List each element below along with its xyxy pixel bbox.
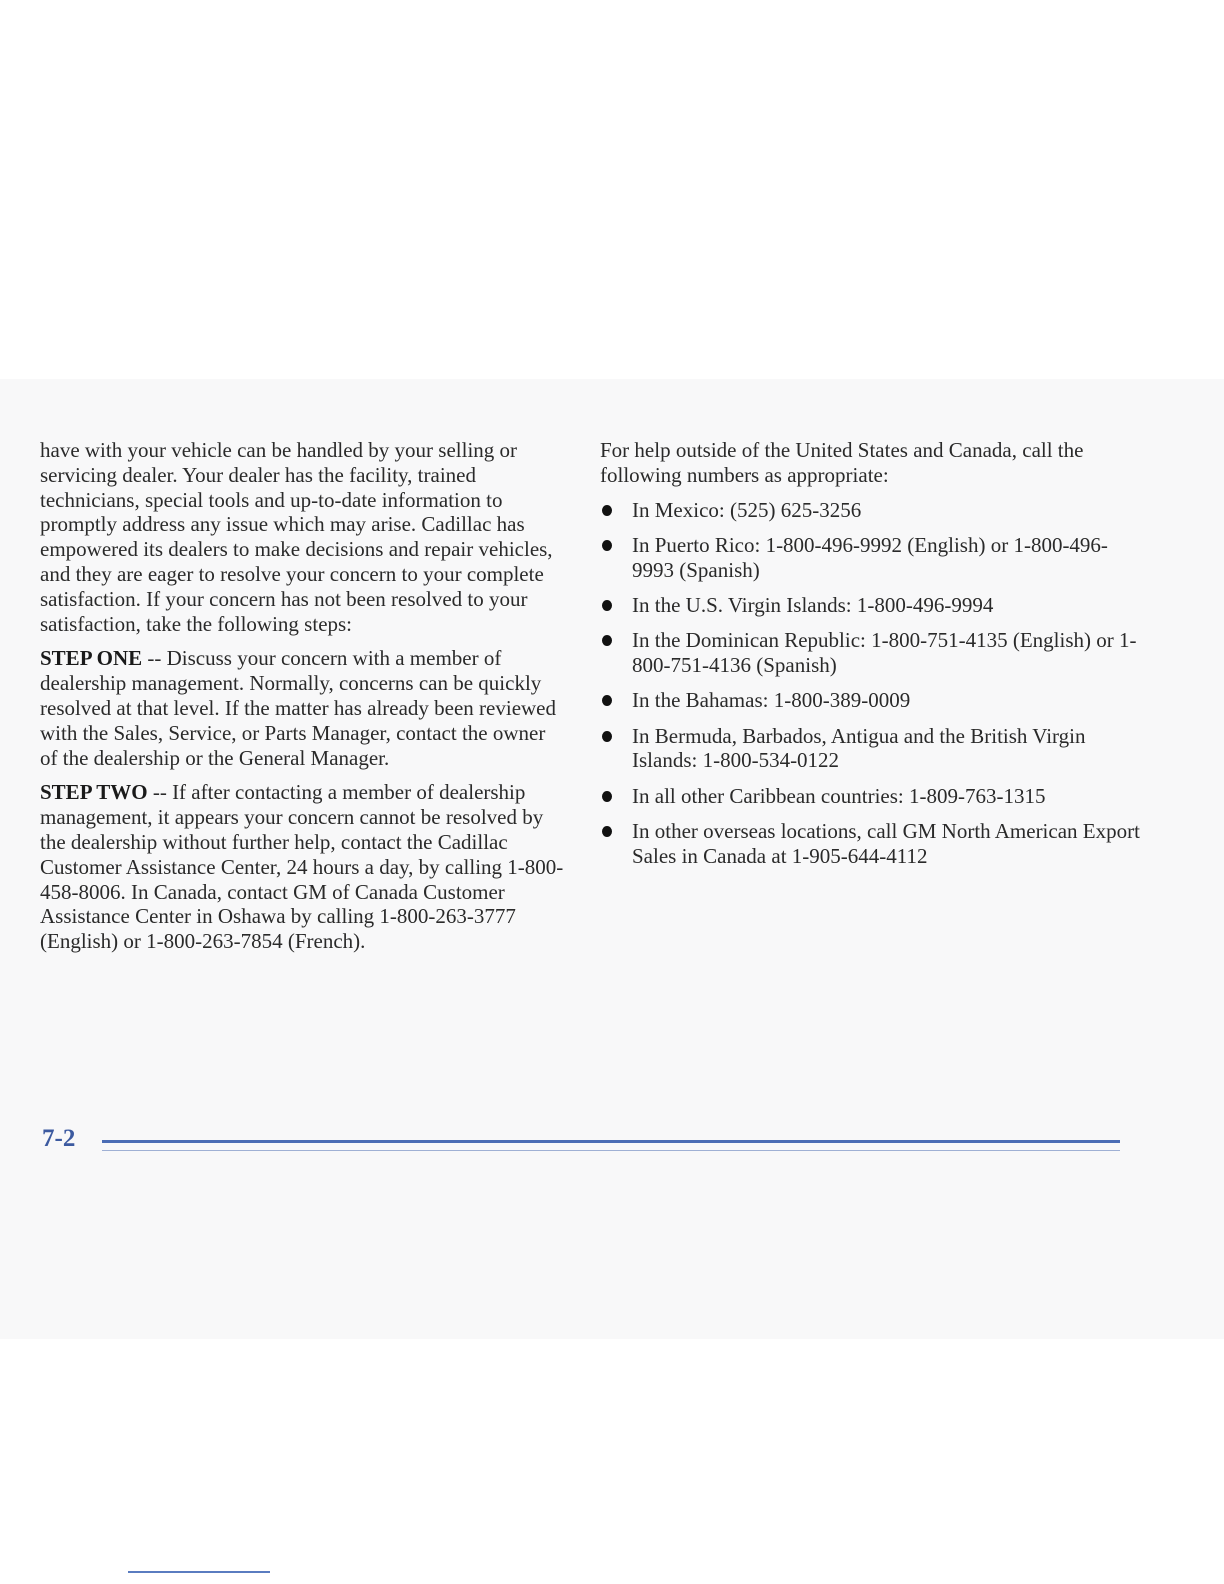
list-item-text: In the U.S. Virgin Islands: 1-800-496-9994 bbox=[632, 592, 994, 617]
step-one-text: -- Discuss your concern with a member of dealership management. Normally, concerns can be quickly resolved at that level. If the matter has already been reviewed with the Sales, Service, or Parts Manager, contact the owner of the dealership or the General Manager. bbox=[40, 646, 557, 770]
bullet-icon bbox=[602, 540, 612, 551]
step-two-label: STEP TWO bbox=[40, 780, 148, 805]
bullet-icon bbox=[602, 791, 612, 802]
international-intro: For help outside of the United States and Canada, call the following numbers as appropriate: bbox=[600, 438, 1084, 487]
step-two-text: -- If after contacting a member of dealership management, it appears your concern cannot be resolved by the dealership without further help, contact the Cadillac Customer Assistance Center, 24 hours a day, by calling 1-800-458-8006. In Canada, contact GM of Canada Customer Assistance Center in Oshawa by calling 1-800-263-3777 (English) or 1-800-263-7854 (French). bbox=[40, 780, 564, 954]
bullet-icon bbox=[602, 600, 612, 611]
bullet-icon bbox=[602, 731, 612, 742]
list-item-text: In other overseas locations, call GM North American Export Sales in Canada at 1-905-644-4112 bbox=[632, 819, 1140, 868]
bullet-icon bbox=[602, 505, 612, 516]
intro-paragraph: have with your vehicle can be handled by your selling or servicing dealer. Your dealer has the facility, trained technicians, special tools and up-to-date information to promptly address any issue which may arise. Cadillac has empowered its dealers to make decisions and repair vehicles, and they are eager to resolve your concern to your complete satisfaction. If your concern has not been resolved to your satisfaction, take the following steps: bbox=[40, 438, 553, 636]
list-item bbox=[600, 498, 1140, 523]
list-item bbox=[600, 593, 1140, 618]
right-column bbox=[600, 438, 1140, 879]
list-item-text: In the Dominican Republic: 1-800-751-4135 (English) or 1-800-751-4136 (Spanish) bbox=[632, 628, 1137, 678]
step-one-paragraph bbox=[40, 646, 568, 770]
list-item-text: In all other Caribbean countries: 1-809-763-1315 bbox=[632, 783, 1046, 808]
footer-rule bbox=[102, 1140, 1120, 1143]
list-item-text: In the Bahamas: 1-800-389-0009 bbox=[632, 688, 911, 713]
step-one-label: STEP ONE bbox=[40, 646, 143, 671]
left-column bbox=[40, 438, 568, 964]
bullet-icon bbox=[602, 695, 612, 706]
list-item bbox=[600, 688, 1140, 713]
list-item bbox=[600, 628, 1140, 678]
bullet-icon bbox=[602, 826, 612, 837]
list-item-text: In Puerto Rico: 1-800-496-9992 (English) or 1-800-496-9993 (Spanish) bbox=[632, 532, 1108, 582]
step-two-paragraph bbox=[40, 780, 568, 954]
list-item bbox=[600, 724, 1140, 774]
decorative-line bbox=[128, 1571, 270, 1573]
list-item bbox=[600, 784, 1140, 809]
list-item-text: In Mexico: (525) 625-3256 bbox=[632, 497, 862, 522]
list-item bbox=[600, 819, 1140, 869]
bullet-icon bbox=[602, 635, 612, 646]
footer-rule-secondary bbox=[102, 1150, 1120, 1151]
page-number: 7-2 bbox=[42, 1125, 76, 1152]
phone-number-list bbox=[600, 498, 1140, 869]
list-item-text: In Bermuda, Barbados, Antigua and the British Virgin Islands: 1-800-534-0122 bbox=[632, 723, 1086, 773]
list-item bbox=[600, 533, 1140, 583]
